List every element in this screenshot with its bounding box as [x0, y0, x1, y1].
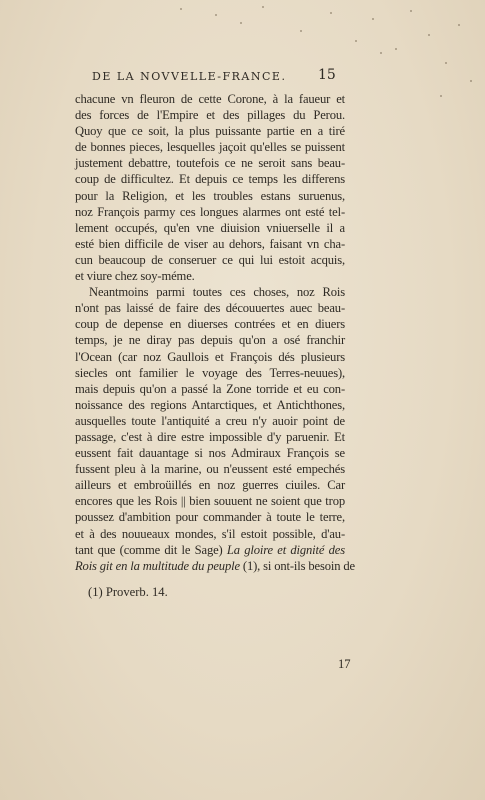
text-line: eussent fait dauantage si nos Admiraux François se: [75, 446, 345, 461]
text-fragment: tant que (comme dit le Sage): [75, 542, 227, 557]
foxing-speck: [300, 30, 302, 32]
text-line: poussez d'ambition pour commander à toute le terre,: [75, 510, 345, 525]
text-line: et viure chez soy-méme.: [75, 269, 195, 284]
body-text: [75, 91, 355, 574]
page-number: 15: [318, 67, 336, 83]
text-line: [75, 558, 355, 574]
foxing-speck: [410, 10, 412, 12]
foxing-speck: [428, 34, 430, 36]
text-line: coup de difficultez. Et depuis ce temps les differens: [75, 172, 345, 187]
text-line: pour la Religion, et les troubles estans suruenus,: [75, 188, 345, 203]
text-line: chacune vn fleuron de cette Corone, à la faueur et: [75, 92, 345, 106]
text-line: ausquelles toute l'antiquité a creu n'y auoir point de: [75, 413, 345, 428]
foxing-speck: [470, 80, 472, 82]
text-line: justement debattre, toutefois ce ne seroit sans beau-: [75, 156, 345, 171]
foxing-speck: [240, 22, 242, 24]
foxing-speck: [330, 12, 332, 14]
running-title: DE LA NOVVELLE-FRANCE.: [92, 70, 287, 83]
text-line: de bonnes pieces, lesquelles jaçoit qu'elles se puissent: [75, 140, 345, 155]
text-line: siecles ont familier le voyage des Terres-neuues),: [75, 365, 345, 380]
footnote: (1) Proverb. 14.: [88, 585, 168, 599]
text-line: coup de depense en diuerses contrées et en diuers: [75, 317, 345, 332]
margin-page-reference: 17: [338, 657, 351, 671]
text-line: et à des nouueaux mondes, s'il estoit possible, d'au-: [75, 526, 345, 541]
text-line: Quoy que ce soit, la plus puissante partie en a tiré: [75, 124, 345, 139]
foxing-speck: [440, 95, 442, 97]
foxing-speck: [262, 6, 264, 8]
foxing-speck: [355, 40, 357, 42]
text-line: ailleurs et embroüillés en noz guerres ciuiles. Car: [75, 478, 345, 493]
text-line: passage, c'est à dire estre impossible d'y paruenir. Et: [75, 429, 345, 444]
foxing-speck: [180, 8, 182, 10]
text-line: noissance des regions Antarctiques, et Antichthones,: [75, 397, 345, 412]
foxing-speck: [445, 62, 447, 64]
text-line: lement occupés, qu'en vne diuision vniuerselle il a: [75, 220, 345, 235]
text-line: l'Ocean (car noz Gaullois et François dés plusieurs: [75, 349, 345, 364]
foxing-speck: [380, 52, 382, 54]
text-line: encores que les Rois || bien souuent ne soient que trop: [75, 494, 345, 509]
text-line: n'ont pas laissé de faire des découuertes auec beau-: [75, 301, 345, 316]
text-line: cun beaucoup de conseruer ce qui lui estoit acquis,: [75, 252, 345, 267]
foxing-speck: [215, 14, 217, 16]
foxing-speck: [372, 18, 374, 20]
text-line: Neantmoins parmi toutes ces choses, noz Rois: [89, 285, 345, 300]
italic-quote: La gloire et dignité des: [226, 542, 345, 557]
text-line: fussent pleu à la marine, ou n'eussent esté empechés: [75, 462, 345, 477]
foxing-speck: [458, 24, 460, 26]
text-line: des forces de l'Empire et des pillages du Perou.: [75, 108, 345, 123]
text-line: mais depuis qu'on a passé la Zone torride et eu con-: [75, 381, 345, 396]
text-line: temps, je ne diray pas depuis qu'on a osé franchir: [75, 333, 345, 348]
text-line: noz François parmy ces longues alarmes ont esté tel-: [75, 204, 345, 219]
text-fragment: (1), si ont-ils besoin de: [239, 558, 355, 573]
foxing-speck: [395, 48, 397, 50]
text-line: esté bien difficile de viser au dehors, faisant vn cha-: [75, 236, 345, 251]
italic-quote: Rois git en la multitude du peuple: [75, 558, 240, 573]
text-line: [75, 542, 345, 558]
